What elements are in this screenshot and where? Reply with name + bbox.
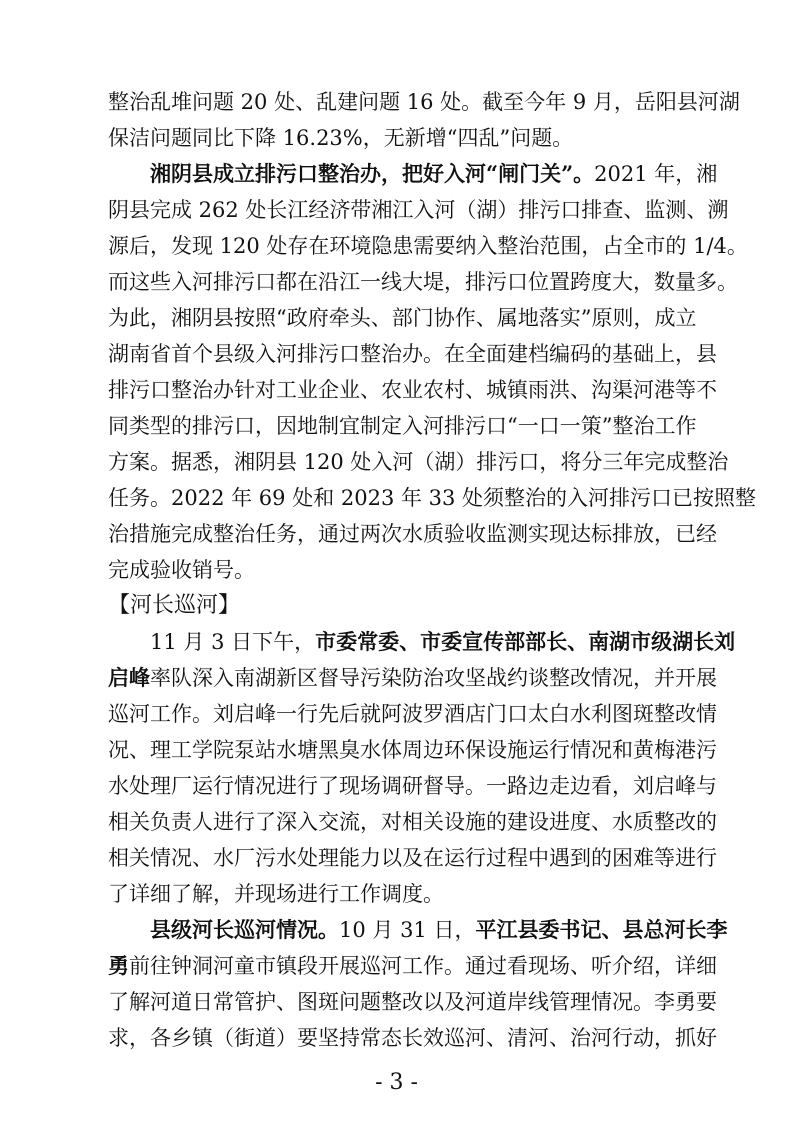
paragraph-line: 排污口整治办针对工业企业、农业农村、城镇雨洪、沟渠河港等不 <box>108 378 717 402</box>
paragraph-line: 阴县完成 262 处长江经济带湘江入河（湖）排污口排查、监测、溯 <box>108 198 729 222</box>
paragraph-line: 而这些入河排污口都在沿江一线大堤，排污口位置跨度大，数量多。 <box>108 270 738 294</box>
paragraph-line: 了详细了解，并现场进行工作调度。 <box>108 882 444 906</box>
paragraph-line: 水处理厂运行情况进行了现场调研督导。一路边走边看，刘启峰与 <box>108 774 717 798</box>
paragraph-line: 整治乱堆问题 20 处、乱建问题 16 处。截至今年 9 月，岳阳县河湖 <box>108 90 740 114</box>
paragraph-lead-bold: 湘阴县成立排污口整治办，把好入河“闸门关”。 <box>150 161 595 186</box>
paragraph-line <box>150 624 736 660</box>
paragraph-line: 相关情况、水厂污水处理能力以及在运行过程中遇到的困难等进行 <box>108 846 717 870</box>
paragraph-lead-bold: 县级河长巡河情况。 <box>150 917 339 942</box>
paragraph-line: 完成验收销号。 <box>108 558 255 582</box>
page-number: - 3 - <box>375 1070 418 1095</box>
bold-span: 平江县委书记、县总河长李 <box>475 917 728 942</box>
bold-span: 勇 <box>108 953 129 978</box>
paragraph-line <box>150 912 728 948</box>
paragraph-line: 了解河道日常管护、图斑问题整改以及河道岸线管理情况。李勇要 <box>108 990 717 1014</box>
paragraph-line: 任务。2022 年 69 处和 2023 年 33 处须整治的入河排污口已按照整 <box>108 486 757 510</box>
paragraph-line: 况、理工学院泵站水塘黑臭水体周边环保设施运行情况和黄梅港污 <box>108 738 717 762</box>
text-span: 11 月 3 日下午， <box>150 630 316 654</box>
bold-span: 启峰 <box>108 665 150 690</box>
paragraph-line: 相关负责人进行了深入交流，对相关设施的建设进度、水质整改的 <box>108 810 717 834</box>
paragraph-line: 巡河工作。刘启峰一行先后就阿波罗酒店门口太白水利图斑整改情 <box>108 702 717 726</box>
text-span: 前往钟洞河童市镇段开展巡河工作。通过看现场、听介绍，详细 <box>129 954 717 978</box>
paragraph-line: 同类型的排污口，因地制宜制定入河排污口“一口一策”整治工作 <box>108 414 697 438</box>
paragraph-line: 为此，湘阴县按照“政府牵头、部门协作、属地落实”原则，成立 <box>108 306 697 330</box>
paragraph-line: 湖南省首个县级入河排污口整治办。在全面建档编码的基础上，县 <box>108 342 717 366</box>
paragraph-line <box>108 660 717 696</box>
text-span: 2021 年，湘 <box>594 162 718 186</box>
paragraph-line <box>108 948 717 984</box>
paragraph-line: 方案。据悉，湘阴县 120 处入河（湖）排污口，将分三年完成整治 <box>108 450 729 474</box>
paragraph-line: 治措施完成整治任务，通过两次水质验收监测实现达标排放，已经 <box>108 522 717 546</box>
text-span: 率队深入南湖新区督导污染防治攻坚战约谈整改情况，并开展 <box>150 666 717 690</box>
text-span: 10 月 31 日， <box>339 918 476 942</box>
bold-span: 市委常委、市委宣传部部长、南湖市级湖长刘 <box>315 629 736 654</box>
paragraph-line: 源后，发现 120 处存在环境隐患需要纳入整治范围，占全市的 1/4。 <box>108 234 748 258</box>
section-heading: 【河长巡河】 <box>108 593 241 618</box>
paragraph-line: 保洁问题同比下降 16.23%，无新增“四乱”问题。 <box>108 126 574 150</box>
paragraph-line: 求，各乡镇（街道）要坚持常态长效巡河、清河、治河行动，抓好 <box>108 1026 717 1050</box>
paragraph-line <box>150 156 718 192</box>
